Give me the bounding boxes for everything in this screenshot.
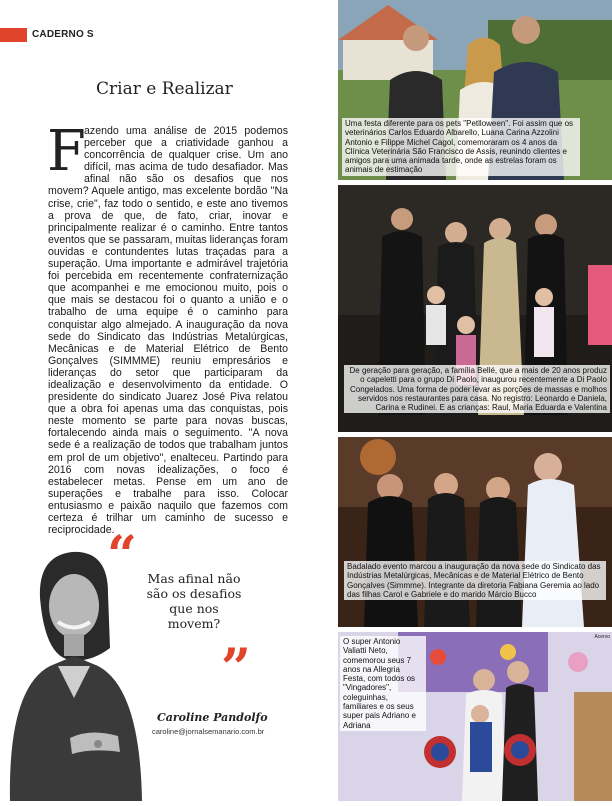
article-body: [47, 119, 288, 537]
photo-credit: Acervo: [594, 634, 610, 640]
author-name: Caroline Pandolfo: [157, 711, 268, 724]
photo-di-paolo: [338, 185, 612, 432]
article-body-text: azendo uma análise de 2015 podemos perceber que a criatividade ganhou a concorrência de qualquer crise. Um ano difícil, mas acima de tudo desafiador. Mas afinal não são os desafios que nos movem? Aquele antigo, mas excelente bordão "Na crise, crie", faz todo o sentido, e este ano tivemos a prova de que, de fato, criar, inovar e principalmente realizar é o caminho. Entre tantos eventos que se passaram, muitas lideranças foram ouvidas e contundentes lutas traçadas para a superação. Uma importante e admirável trajetória foi percebida em recentemente confraternização que acompanhei e me emocionou muito, pois o que mais se destacou foi o quanto a união e o trabalho de uma equipe é o caminho para conquistar algo almejado. A inauguração da nova sede do Sindicato das Indústrias Metalúrgicas, Mecânicas e de Material Elétrico de Bento Gonçalves (SIMMME) reuniu empresários e lideranças do setor que participaram da idealização e desenvolvimento da entidade. O presidente do sindicato Juarez José Piva relatou que a obra foi apenas uma das conquistas, pois neste momento se parte para novas buscas, fortalecendo ainda mais o seguimento. "A nova sede é a realização de todos que trabalham juntos em prol de um objetivo", enalteceu. Partindo para 2016 com novas idealizações, o foco é estabelecer metas. Pense em um ano de superações e trabalhe para isso. Colocar entusiasmo e paixão naquilo que fazemos com certeza é trilhar um caminho de sucesso e reciprocidade.: [48, 125, 288, 537]
photo-caption: Badalado evento marcou a inauguração da nova sede do Sindicato das Indústrias Metalúrgicas, Mecânicas e de Material Elétrico de Bento Gonçalves (Simmme). Integrante da diretoria Fabiana Geremia ao lado das filhas Carol e Gabriele e do marido Márcio Bucco: [344, 561, 606, 600]
photo-petlloween: [338, 0, 612, 180]
author-email: caroline@jornalsemanario.com.br: [152, 727, 265, 736]
pull-quote: Mas afinal não são os desafios que nos movem?: [146, 571, 242, 631]
photo-caption: O super Antonio Valiatti Neto, comemorou seus 7 anos na Allegria Festa, com todos os "Vingadores", coleguinhas, familiares e os seus super pais Adriano e Adriana: [340, 636, 426, 731]
photo-caption: De geração para geração, a família Bellé, que a mais de 20 anos produz o capeletti para o grupo Di Paolo, inaugurou recentemente a Di Paolo Congelados. Uma forma de poder levar as porções de massas e molhos servidos nos restaurantes para casa. No registro: Leonardo e Daniela, Carina e Rudinei. E as crianças: Raul, Maria Eduarda e Valentina: [344, 365, 610, 413]
photo-caption: Uma festa diferente para os pets "Petlloween". Foi assim que os veterinários Carlos Eduardo Albarello, Luana Carina Azzolini Antonio e Filippe Michel Cagol, comemoraram os 4 anos da Clínica Veterinária São Francisco de Assis, reunindo clientes e amigos para uma animada tarde, onde as estrelas foram os animais de estimação: [342, 118, 580, 176]
section-color-tab: [0, 28, 27, 42]
quote-close-mark: ”: [221, 638, 251, 699]
drop-cap: F: [47, 119, 86, 184]
section-label: CADERNO S: [32, 29, 94, 40]
photo-allegria-festa: [338, 632, 612, 801]
article-title: Criar e Realizar: [96, 79, 233, 99]
photo-simmme: [338, 437, 612, 627]
quote-open-mark: “: [107, 525, 137, 586]
